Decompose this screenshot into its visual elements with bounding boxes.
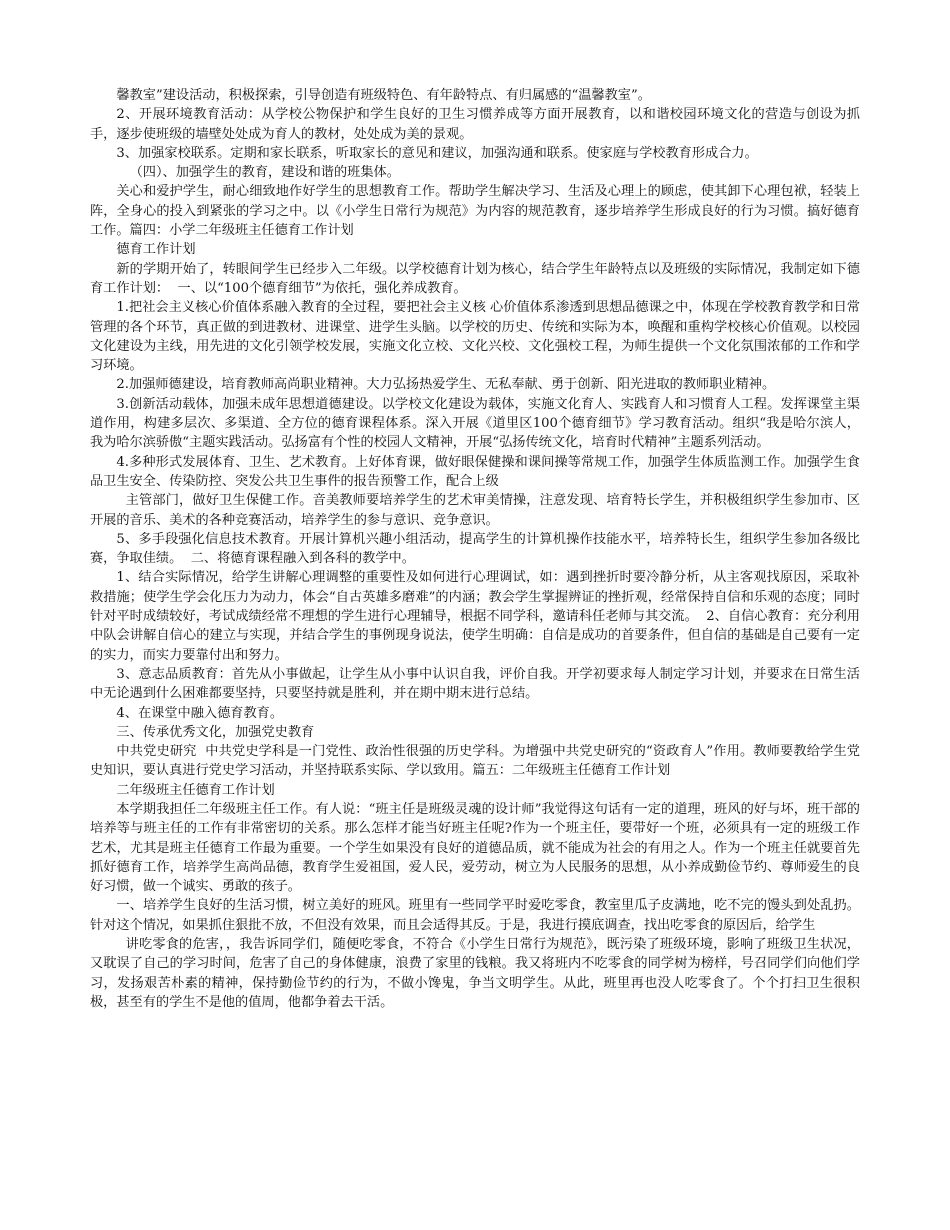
paragraph: 4、在课堂中融入德育教育。 [116,705,284,721]
paragraph: 本学期我担任二年级班主任工作。有人说：“班主任是班级灵魂的设计师”我觉得这句话有一定的道理，班风的好与坏，班干部的培养等与班主任的工作有非常密切的关系。那么怎样才能当好班主任呢?作为一个班主任，要带好一个班，必须具有一定的班级工作艺术，尤其是班主任德育工作最为重要。一个学生如果没有良好的道德品质，就不能成为社会的有用之人。作为一个班主任就要首先抓好德育工作，培养学生高尚品德，教育学生爱祖国，爱人民，爱劳动，树立为人民服务的思想，从小养成勤俭节约、尊师爱生的良好习惯，做一个诚实、勇敢的孩子。 [90,801,860,895]
section-title: 德育工作计划 [116,242,196,258]
paragraph: 1.把社会主义核心价值体系融入教育的全过程，要把社会主义核 心价值体系渗透到思想品德课之中，体现在学校教育教学和日常管理的各个环节，真正做的到进教材、进课堂、进学生头脑。以学校的历史、传统和实际为本，唤醒和重构学校核心价值观。以校园文化建设为主线，用先进的文化引领学校发展，实施文化立校、文化兴校、文化强校工程，为师生提供一个文化氛围浓郁的工作和学习环境。 [90,300,860,374]
paragraph: 中共党史研究 中共党史学科是一门党性、政治性很强的历史学科。为增强中共党史研究的“资政育人”作用。教师要教给学生党史知识，要认真进行党史学习活动，并坚持联系实际、学以致用。篇五：二年级班主任德育工作计划 [90,744,860,779]
paragraph: 3、加强家校联系。定期和家长联系，听取家长的意见和建议，加强沟通和联系。使家庭与学校教育形成合力。 [116,145,758,161]
paragraph: 4.多种形式发展体育、卫生、艺术教育。上好体育课，做好眼保健操和课间操等常规工作，加强学生体质监测工作。加强学生食品卫生安全、传染防控、突发公共卫生事件的报告预警工作，配合上级 [90,454,860,489]
paragraph: 讲吃零食的危害，，我告诉同学们，随便吃零食，不符合《小学生日常行为规范》，既污染了班级环境，影响了班级卫生状况，又耽误了自己的学习时间，危害了自己的身体健康，浪费了家里的钱粮。我又将班内不吃零食的同学树为榜样，号召同学们向他们学习，发扬艰苦朴素的精神，保持勤俭节约的行为，不做小馋鬼，争当文明学生。从此，班里再也没人吃零食了。个个打扫卫生很积极，甚至有的学生不是他的值周，他都争着去干活。 [90,937,860,1010]
paragraph: 3.创新活动载体，加强未成年思想道德建设。以学校文化建设为载体，实施文化育人、实践育人和习惯育人工程。发挥课堂主渠道作用，构建多层次、多渠道、全方位的德育课程体系。深入开展《道里区100个德育细节》学习教育活动。组织“我是哈尔滨人，我为哈尔滨骄傲“主题实践活动。弘扬富有个性的校园人文精神，开展“弘扬传统文化，培育时代精神”主题系列活动。 [90,396,860,451]
paragraph: 2、开展环境教育活动：从学校公物保护和学生良好的卫生习惯养成等方面开展教育，以和谐校园环境文化的营造与创设为抓手，逐步使班级的墙壁处处成为育人的教材，处处成为美的景观。 [90,107,860,142]
paragraph: 馨教室”建设活动，积极探索，引导创造有班级特色、有年龄特点、有归属感的“温馨教室”。 [116,88,651,103]
section-title: 二年级班主任德育工作计划 [116,782,275,798]
paragraph: 一、培养学生良好的生活习惯，树立美好的班风。班里有一些同学平时爱吃零食，教室里瓜子皮满地，吃不完的馒头到处乱扔。针对这个情况，如果抓住狠批不放，不但没有效果，而且会适得其反。于是，我进行摸底调查，找出吃零食的原因后，给学生 [90,898,860,933]
paragraph: 关心和爱护学生，耐心细致地作好学生的思想教育工作。帮助学生解决学习、生活及心理上的顾虑，使其卸下心理包袱，轻装上阵，全身心的投入到紧张的学习之中。以《小学生日常行为规范》为内容的规范教育，逐步培养学生形成良好的行为习惯。搞好德育工作。篇四：小学二年级班主任德育工作计划 [90,184,860,239]
paragraph: 2.加强师德建设，培育教师高尚职业精神。大力弘扬热爱学生、无私奉献、勇于创新、阳光进取的教师职业精神。 [116,377,776,393]
paragraph: 5、多手段强化信息技术教育。开展计算机兴趣小组活动，提高学生的计算机操作技能水平，培养特长生，组织学生参加各级比赛，争取佳绩。 二、将德育课程融入到各科的教学中。 [90,531,860,567]
section-heading: 三、传承优秀文化，加强党史教育 [116,724,315,740]
section-heading: （四）、加强学生的教育，建设和谐的班集体。 [129,165,400,181]
paragraph: 新的学期开始了，转眼间学生已经步入二年级。以学校德育计划为核心，结合学生年龄特点以及班级的实际情况，我制定如下德育工作计划： 一、以“100个德育细节”为依托，强化养成教育。 [90,261,860,296]
paragraph: 3、意志品质教育：首先从小事做起，让学生从小事中认识自我，评价自我。开学初要求每人制定学习计划，并要求在日常生活中无论遇到什么困难都要坚持，只要坚持就是胜利，并在期中期末进行总结。 [90,666,860,702]
paragraph: 主管部门，做好卫生保健工作。音美教师要培养学生的艺术审美情操，注意发现、培育特长学生，并积极组织学生参加市、区开展的音乐、美术的各种竞赛活动，培养学生的参与意识、竞争意识。 [90,493,860,528]
paragraph: 1、结合实际情况，给学生讲解心理调整的重要性及如何进行心理调试，如：遇到挫折时要冷静分析，从主客观找原因，采取补救措施；使学生学会化压力为动力，体会“自古英雄多磨难”的内涵；教会学生掌握辨证的挫折观，经常保持自信和乐观的态度；同时针对平时成绩较好，考试成绩经常不理想的学生进行心理辅导，根据不同学科，邀请科任老师与其交流。 2、自信心教育：充分利用中队会讲解自信心的建立与实现，并结合学生的事例现身说法，使学生明确：自信是成功的首要条件，但自信的基础是自己要有一定的实力，而实力要靠付出和努力。 [90,570,860,663]
